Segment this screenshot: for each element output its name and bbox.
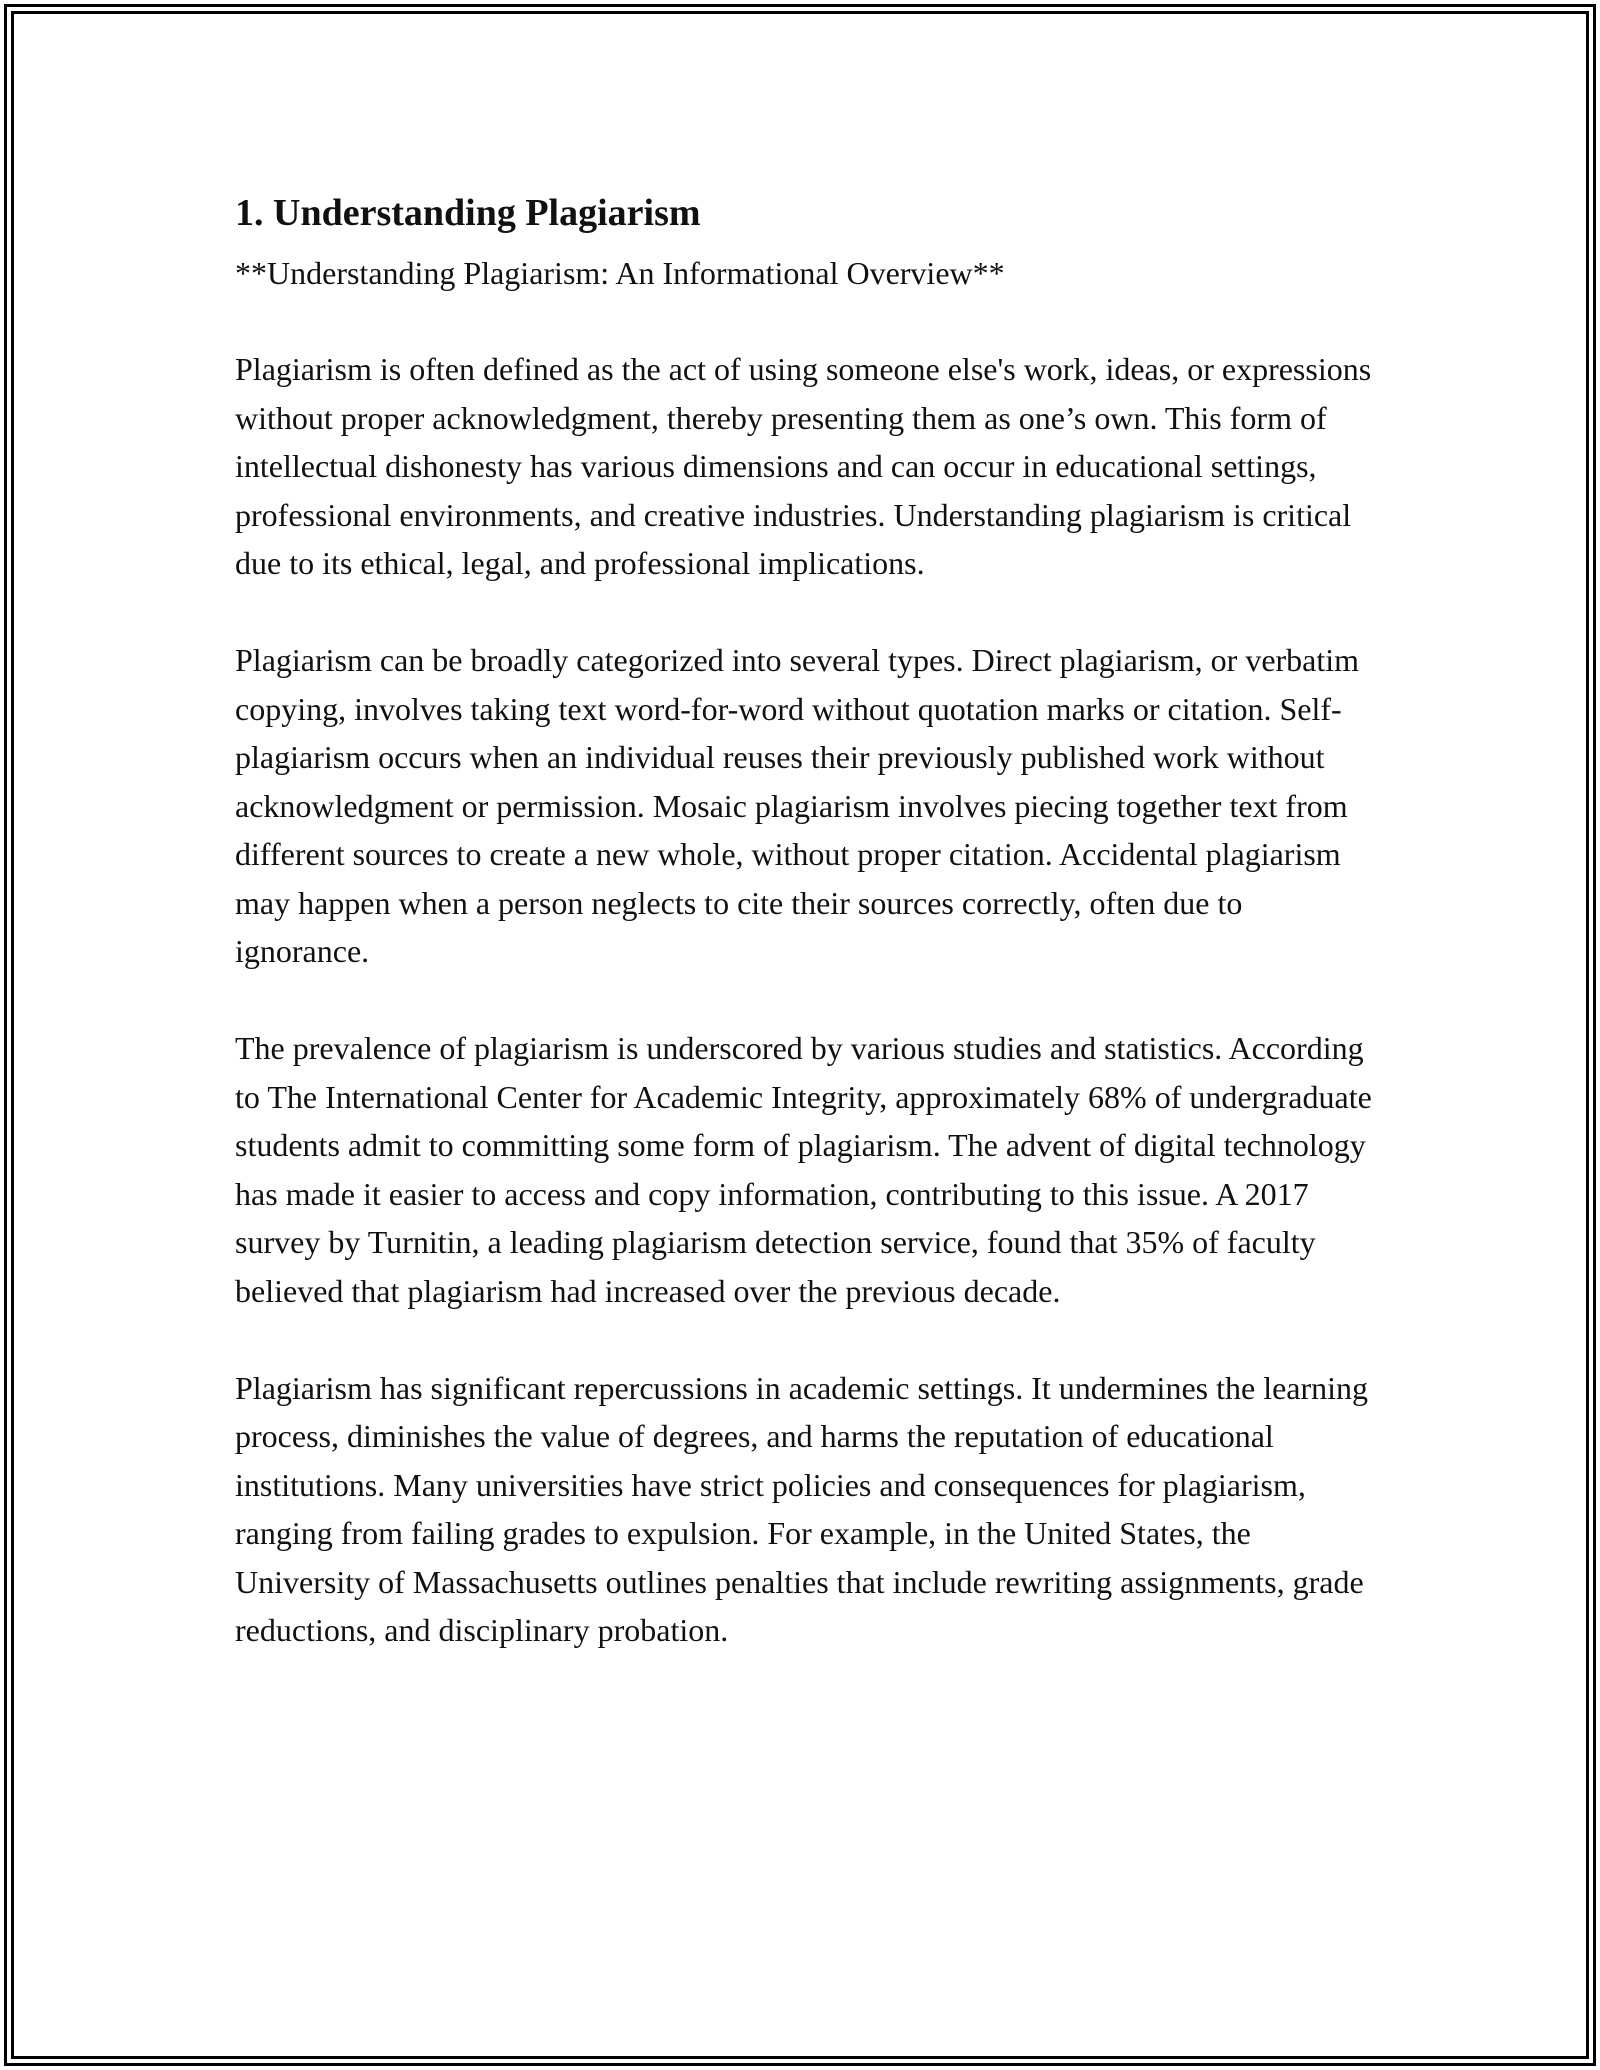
paragraph-types: Plagiarism can be broadly categorized into several types. Direct plagiarism, or verbatim copying, involves taking text word-for-word without quotation marks or citation. Self-plagiarism occurs when an individual reuses their previously published work without acknowledgment or permission. Mosaic plagiarism involves piecing together text from different sources to create a new whole, without proper citation. Accidental plagiarism may happen when a person neglects to cite their sources correctly, often due to ignorance. — [235, 642, 1360, 969]
paragraph-definition: Plagiarism is often defined as the act of using someone else's work, ideas, or expressions without proper acknowledgment, thereby presenting them as one’s own. This form of intellectual dishonesty has various dimensions and can occur in educational settings, professional environments, and creative industries. Understanding plagiarism is critical due to its ethical, legal, and professional implications. — [235, 351, 1372, 581]
document-subtitle: **Understanding Plagiarism: An Informational Overview** — [235, 255, 1005, 291]
document-body — [235, 185, 1375, 1703]
paragraph-repercussions: Plagiarism has significant repercussions in academic settings. It undermines the learning process, diminishes the value of degrees, and harms the reputation of educational institutions. Many universities have strict policies and consequences for plagiarism, ranging from failing grades to expulsion. For example, in the United States, the University of Massachusetts outlines penalties that include rewriting assignments, grade reductions, and disciplinary probation. — [235, 1369, 1369, 1648]
paragraph-prevalence: The prevalence of plagiarism is underscored by various studies and statistics. According to The International Center for Academic Integrity, approximately 68% of undergraduate students admit to committing some form of plagiarism. The advent of digital technology has made it easier to access and copy information, contributing to this issue. A 2017 survey by Turnitin, a leading plagiarism detection service, found that 35% of faculty believed that plagiarism had increased over the previous decade. — [235, 1030, 1372, 1309]
section-heading: 1. Understanding Plagiarism — [235, 192, 701, 234]
